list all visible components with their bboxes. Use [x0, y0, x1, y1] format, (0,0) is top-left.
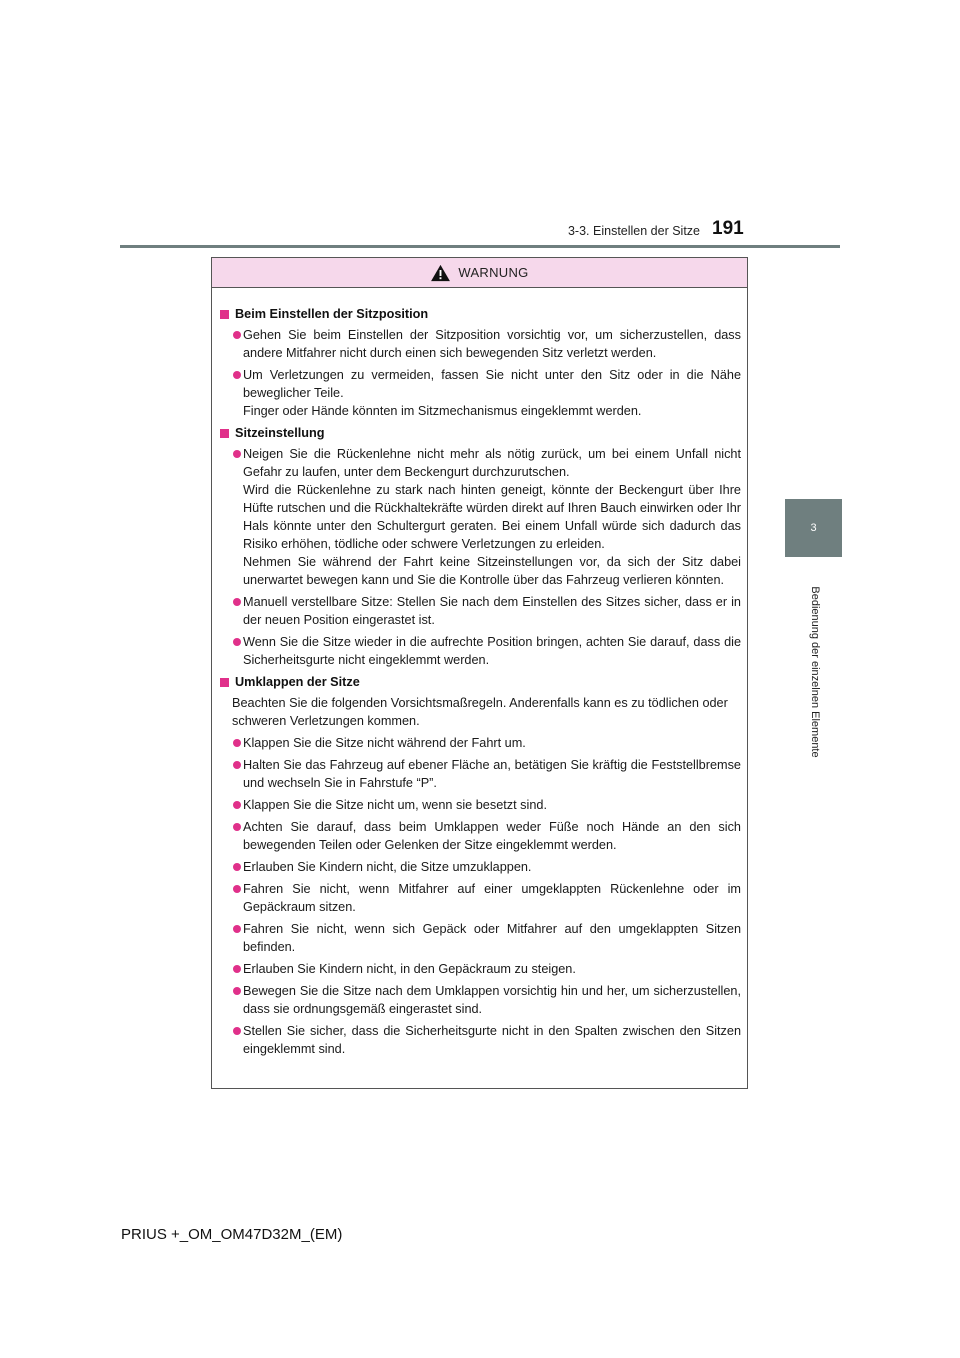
bullet-item — [220, 796, 741, 814]
bullet-text: Wenn Sie die Sitze wieder in die aufrechte Position bringen, achten Sie darauf, dass die Sicherheitsgurte nicht eingeklemmt werden. — [243, 635, 741, 667]
bullet-item — [220, 445, 741, 589]
bullet-text: Wird die Rückenlehne zu stark nach hinten geneigt, könnte der Beckengurt über Ihre Hüfte rutschen und die Rückhaltekräfte würden direkt auf Ihren Bauch einwirken oder Ihr Hals könnte unter den Schultergurt geraten. Bei einem Unfall würde sich dadurch das Risiko erhöhen, tödliche oder schwere Verletzungen zu erleiden. — [243, 483, 741, 551]
round-bullet-icon — [233, 739, 241, 747]
round-bullet-icon — [233, 925, 241, 933]
bullet-text: Halten Sie das Fahrzeug auf ebener Fläche an, betätigen Sie kräftig die Feststellbremse und wechseln Sie in Fahrstufe “P”. — [243, 758, 741, 790]
warning-body — [212, 288, 747, 1058]
round-bullet-icon — [233, 885, 241, 893]
bullet-text: Bewegen Sie die Sitze nach dem Umklappen vorsichtig hin und her, um sicherzustellen, dass sie ordnungsgemäß eingerastet sind. — [243, 984, 741, 1016]
bullet-item — [220, 1022, 741, 1058]
bullet-item — [220, 982, 741, 1018]
page-number: 191 — [712, 218, 744, 239]
bullet-text: Klappen Sie die Sitze nicht während der Fahrt um. — [243, 736, 526, 750]
square-bullet-icon — [220, 310, 229, 319]
bullet-item — [220, 920, 741, 956]
bullet-text: Um Verletzungen zu vermeiden, fassen Sie nicht unter den Sitz oder in die Nähe beweglicher Teile. — [243, 368, 741, 400]
warning-title: WARNUNG — [458, 265, 529, 280]
round-bullet-icon — [233, 863, 241, 871]
bullet-text: Achten Sie darauf, dass beim Umklappen weder Füße noch Hände an den sich bewegenden Teilen oder Gelenken der Sitze eingeklemmt werden. — [243, 820, 741, 852]
round-bullet-icon — [233, 761, 241, 769]
bullet-item — [220, 960, 741, 978]
bullet-text: Stellen Sie sicher, dass die Sicherheitsgurte nicht in den Spalten zwischen den Sitzen eingeklemmt sind. — [243, 1024, 741, 1056]
section-heading — [220, 673, 741, 691]
round-bullet-icon — [233, 638, 241, 646]
section-heading-text: Beim Einstellen der Sitzposition — [235, 307, 429, 321]
round-bullet-icon — [233, 371, 241, 379]
bullet-item — [220, 880, 741, 916]
round-bullet-icon — [233, 598, 241, 606]
bullet-text: Gehen Sie beim Einstellen der Sitzposition vorsichtig vor, um sicherzustellen, dass andere Mitfahrer nicht durch einen sich bewegenden Sitz verletzt werden. — [243, 328, 741, 360]
warning-header — [212, 258, 747, 288]
round-bullet-icon — [233, 331, 241, 339]
round-bullet-icon — [233, 823, 241, 831]
bullet-item — [220, 326, 741, 362]
round-bullet-icon — [233, 1027, 241, 1035]
section-heading — [220, 305, 741, 323]
bullet-item — [220, 593, 741, 629]
warning-section — [220, 424, 741, 669]
bullet-text: Fahren Sie nicht, wenn Mitfahrer auf einer umgeklappten Rückenlehne oder im Gepäckraum sitzen. — [243, 882, 741, 914]
section-intro-text: Beachten Sie die folgenden Vorsichtsmaßregeln. Anderenfalls kann es zu tödlichen oder schweren Verletzungen kommen. — [232, 696, 728, 728]
square-bullet-icon — [220, 678, 229, 687]
warning-box — [211, 257, 748, 1089]
warning-triangle-icon — [430, 264, 451, 282]
section-title: 3-3. Einstellen der Sitze — [567, 224, 700, 238]
round-bullet-icon — [233, 450, 241, 458]
section-heading-text: Umklappen der Sitze — [235, 675, 360, 689]
bullet-text: Manuell verstellbare Sitze: Stellen Sie nach dem Einstellen des Sitzes sicher, dass er in der neuen Position eingerastet ist. — [243, 595, 741, 627]
round-bullet-icon — [233, 965, 241, 973]
round-bullet-icon — [233, 987, 241, 995]
bullet-item — [220, 734, 741, 752]
warning-section — [220, 673, 741, 1058]
bullet-text: Neigen Sie die Rückenlehne nicht mehr als nötig zurück, um bei einem Unfall nicht Gefahr zu laufen, unter dem Beckengurt durchzurutschen. — [243, 447, 741, 479]
bullet-item — [220, 756, 741, 792]
bullet-text: Fahren Sie nicht, wenn sich Gepäck oder Mitfahrer auf den umgeklappten Sitzen befinden. — [243, 922, 741, 954]
chapter-tab: 3 — [785, 499, 842, 557]
bullet-text: Finger oder Hände könnten im Sitzmechanismus eingeklemmt werden. — [243, 404, 642, 418]
bullet-text: Klappen Sie die Sitze nicht um, wenn sie besetzt sind. — [243, 798, 547, 812]
header-divider — [120, 245, 840, 248]
bullet-item — [220, 366, 741, 420]
section-heading-text: Sitzeinstellung — [235, 426, 325, 440]
bullet-item — [220, 633, 741, 669]
round-bullet-icon — [233, 801, 241, 809]
square-bullet-icon — [220, 429, 229, 438]
bullet-text: Nehmen Sie während der Fahrt keine Sitzeinstellungen vor, da sich der Sitz dabei unerwartet bewegen kann und Sie die Kontrolle über das Fahrzeug verlieren könnten. — [243, 555, 741, 587]
section-heading — [220, 424, 741, 442]
warning-section — [220, 305, 741, 420]
chapter-label: Bedienung der einzelnen Elemente — [809, 586, 821, 758]
document-code: PRIUS +_OM_OM47D32M_(EM) — [121, 1226, 343, 1243]
bullet-text: Erlauben Sie Kindern nicht, in den Gepäckraum zu steigen. — [243, 962, 576, 976]
bullet-item — [220, 858, 741, 876]
bullet-item — [220, 818, 741, 854]
bullet-text: Erlauben Sie Kindern nicht, die Sitze umzuklappen. — [243, 860, 532, 874]
